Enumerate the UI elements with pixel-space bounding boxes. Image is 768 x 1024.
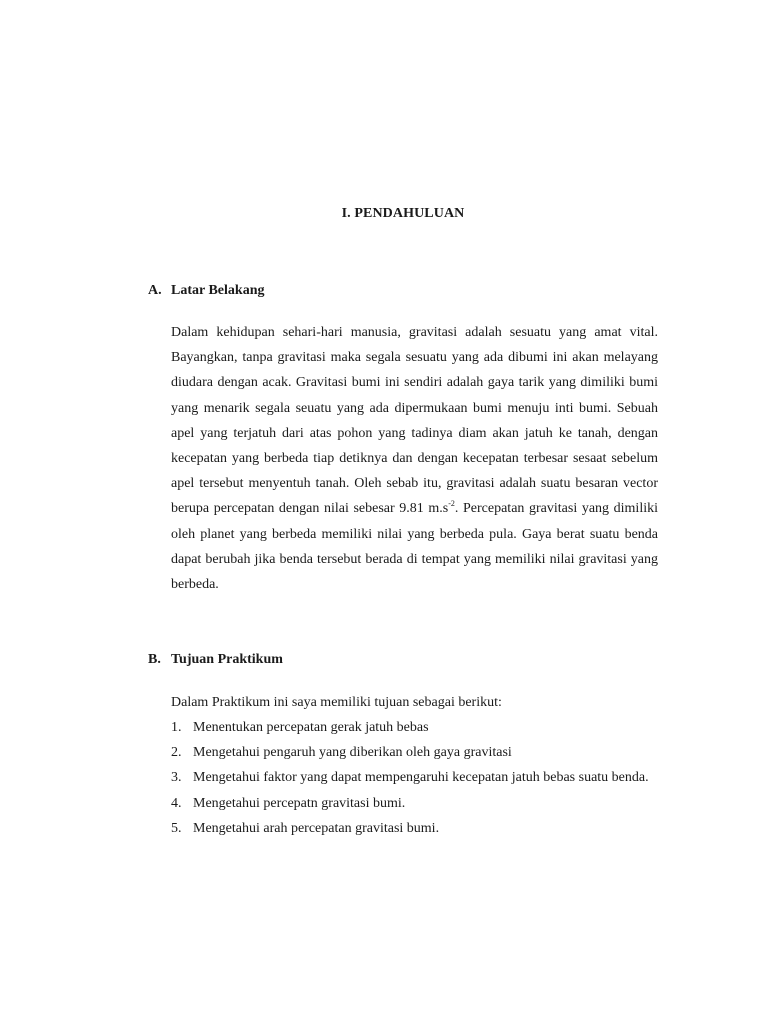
list-item bbox=[171, 765, 658, 790]
section-letter: B. bbox=[148, 652, 161, 667]
tujuan-intro: Dalam Praktikum ini saya memiliki tujuan sebagai berikut: bbox=[171, 695, 502, 710]
section-heading-latar-belakang bbox=[148, 283, 264, 299]
exponent-superscript: -2 bbox=[448, 499, 455, 509]
list-item-text: Mengetahui arah percepatan gravitasi bumi. bbox=[193, 820, 440, 836]
list-item-text: Mengetahui pengaruh yang diberikan oleh gaya gravitasi bbox=[193, 745, 512, 761]
chapter-title: I. PENDAHULUAN bbox=[341, 206, 465, 221]
section-title: Latar Belakang bbox=[171, 283, 265, 298]
list-item bbox=[171, 791, 658, 816]
list-item bbox=[171, 816, 658, 841]
paragraph-text-part-2: . Percepatan gravitasi yang dimiliki oleh planet yang berbeda memiliki nilai yang berbeda pula. Gaya berat suatu benda dapat berubah jika benda tersebut berada di tempat yang memiliki nilai gravitasi yang berbeda. bbox=[171, 501, 658, 593]
list-item-number: 4. bbox=[171, 795, 182, 811]
list-item-number: 1. bbox=[171, 720, 182, 735]
section-letter: A. bbox=[148, 283, 162, 298]
list-item-number: 5. bbox=[171, 820, 182, 836]
list-item-text: Mengetahui faktor yang dapat mempengaruhi kecepatan jatuh bebas suatu benda. bbox=[193, 770, 649, 786]
list-item bbox=[171, 740, 658, 765]
section-heading-tujuan-praktikum bbox=[148, 652, 283, 668]
goal-list bbox=[171, 715, 658, 841]
list-item bbox=[171, 715, 658, 740]
latar-belakang-paragraph bbox=[171, 320, 658, 597]
section-title: Tujuan Praktikum bbox=[171, 652, 283, 667]
list-item-number: 2. bbox=[171, 745, 182, 761]
list-item-number: 3. bbox=[171, 770, 182, 786]
list-item-text: Mengetahui percepatn gravitasi bumi. bbox=[193, 795, 406, 811]
paragraph-text-part-1: Dalam kehidupan sehari-hari manusia, gravitasi adalah sesuatu yang amat vital. Bayangkan, tanpa gravitasi maka segala sesuatu yang ada dibumi ini akan melayang diudara dengan acak. Gravitasi bumi ini sendiri adalah gaya tarik yang dimiliki bumi yang menarik segala seuatu yang ada dipermukaan bumi menuju inti bumi. Sebuah apel yang terjatuh dari atas pohon yang tadinya diam akan jatuh ke tanah, dengan kecepatan yang berbeda tiap detiknya dan dengan kecepatan terbesar sesaat sebelum apel tersebut menyentuh tanah. Oleh sebab itu, gravitasi adalah suatu besaran vector berupa percepatan dengan nilai sebesar 9.81 m.s bbox=[171, 325, 658, 517]
list-item-text: Menentukan percepatan gerak jatuh bebas bbox=[193, 720, 429, 735]
